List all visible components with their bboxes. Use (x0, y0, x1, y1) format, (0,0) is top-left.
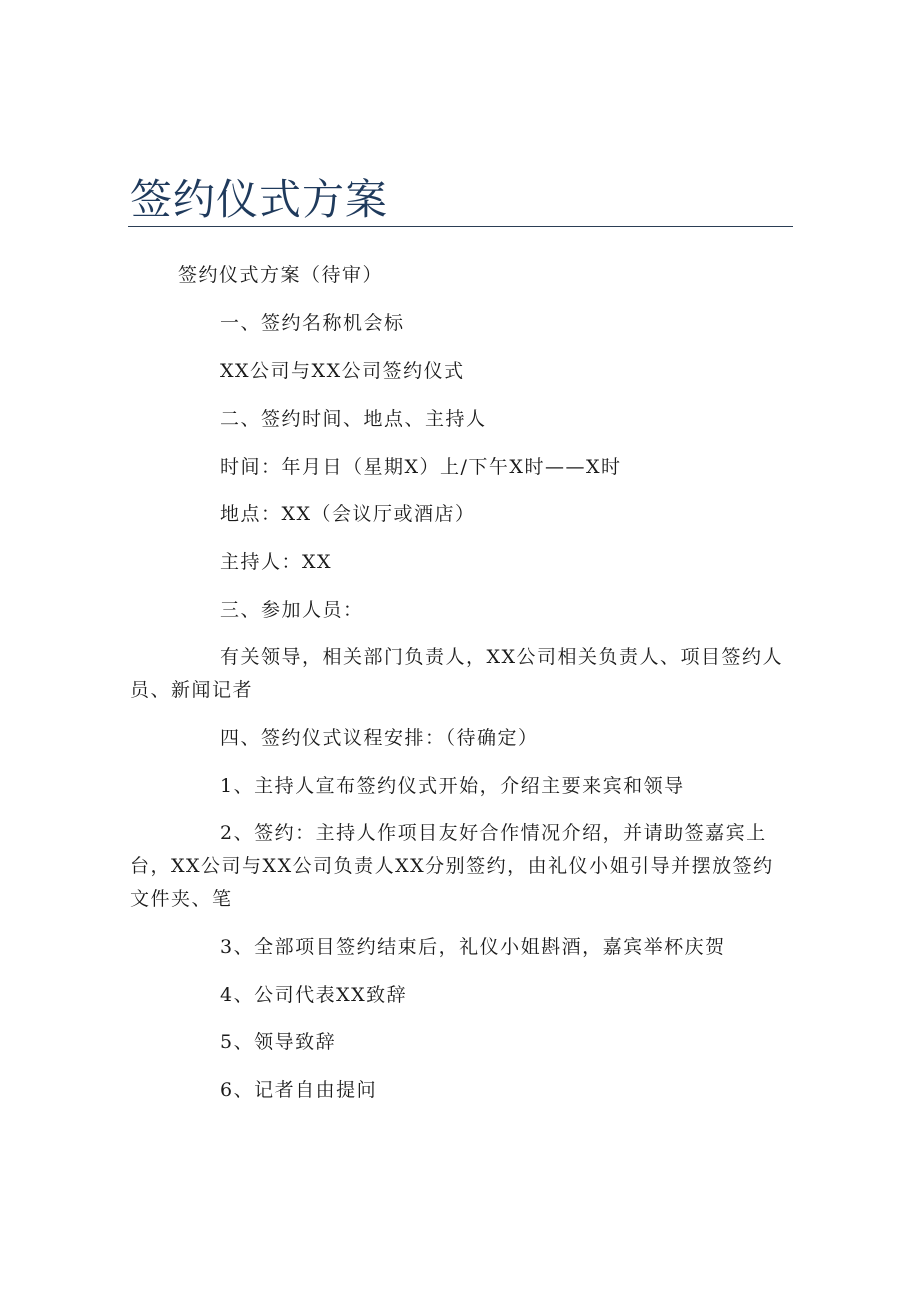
document-body (130, 258, 792, 1121)
paragraph-section-1-heading: 一、签约名称机会标 (220, 311, 405, 334)
paragraph-section-4-heading: 四、签约仪式议程安排：（待确定） (220, 727, 539, 750)
document-title: 签约仪式方案 (130, 175, 389, 224)
paragraph-host: 主持人：XX (220, 551, 333, 574)
paragraph-agenda-3: 3、全部项目签约结束后，礼仪小姐斟酒，嘉宾举杯庆贺 (220, 935, 726, 958)
paragraph-plan-heading: 签约仪式方案（待审） (178, 264, 384, 286)
paragraph-location: 地点：XX（会议厅或酒店） (220, 503, 476, 526)
paragraph-agenda-4: 4、公司代表XX致辞 (220, 983, 408, 1006)
paragraph-agenda-2: 2、签约：主持人作项目友好合作情况介绍，并请助签嘉宾上台，XX公司与XX公司负责人XX分别签约，由礼仪小姐引导并摆放签约文件夹、笔 (130, 821, 774, 910)
title-underline (128, 226, 793, 227)
paragraph-signing-name: XX公司与XX公司签约仪式 (220, 359, 465, 382)
paragraph-agenda-6: 6、记者自由提问 (220, 1079, 378, 1102)
paragraph-agenda-1: 1、主持人宣布签约仪式开始，介绍主要来宾和领导 (220, 774, 685, 797)
paragraph-section-2-heading: 二、签约时间、地点、主持人 (220, 407, 487, 430)
paragraph-attendees: 有关领导，相关部门负责人，XX公司相关负责人、项目签约人员、新闻记者 (130, 646, 784, 702)
paragraph-time: 时间：年月日（星期X）上/下午X时——X时 (220, 455, 622, 478)
paragraph-agenda-5: 5、领导致辞 (220, 1031, 337, 1054)
paragraph-section-3-heading: 三、参加人员： (220, 599, 364, 622)
